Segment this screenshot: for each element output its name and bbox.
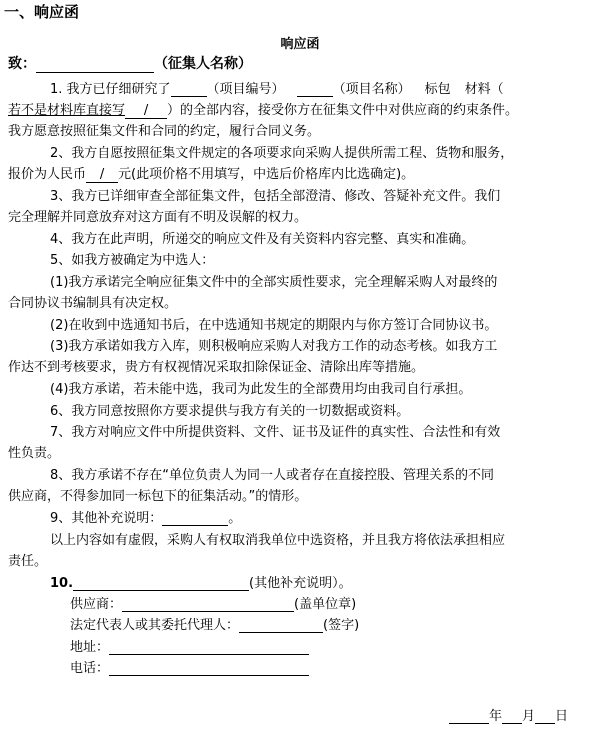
section-heading: 一、响应函 [4,3,80,21]
p1-text-f: 若不是材料库直接写 [8,103,126,118]
addressee-line [8,53,252,73]
paragraph-7-line-2: 性负责。 [8,446,61,461]
p1-text-h: ）的全部内容，接受你方在征集文件中对供应商的约束条件。 [167,103,519,118]
paragraph-3-line-1: 3、我方已详细审查全部征集文件，包括全部澄清、修改、答疑补充文件。我们 [50,189,501,204]
paragraph-5-3-line-2: 作达不到考核要求，贵方有权视情况采取扣除保证金、清除出库等措施。 [8,360,425,375]
project-name-blank[interactable] [297,82,333,97]
p1-text-a: 1. 我方已仔细研究了 [50,82,171,97]
p1-text-c: （项目名称） [332,82,411,97]
item-10-number: 10. [50,576,74,591]
supplier-label: 供应商： [70,597,123,612]
p1-slash[interactable]: / [125,103,167,119]
document-title: 响应函 [280,37,320,52]
phone-input[interactable] [109,661,309,676]
year-label: 年 [488,709,502,724]
address-field [70,636,309,655]
paragraph-5-3-line-1: (3)我方承诺如我方入库，则积极响应采购人对我方工作的动态考核。如我方工 [50,339,498,354]
paragraph-5-1-line-2: 合同协议书编制具有决定权。 [8,296,178,311]
supplier-input[interactable] [122,597,294,612]
addressee-label: （征集人名称） [154,56,252,72]
paragraph-4: 4、我方在此声明，所递交的响应文件及有关资料内容完整、真实和准确。 [50,232,475,247]
p1-text-e: 材料（ [464,82,504,97]
address-label: 地址： [70,640,110,655]
paragraph-1-line-3: 我方愿意按照征集文件和合同的约定，履行合同义务。 [8,124,321,139]
day-blank[interactable] [535,709,555,724]
p2-text-d: 元(此项价格不用填写，中选后价格库内比选确定)。 [118,167,415,182]
paragraph-7-line-1: 7、我方对响应文件中所提供资料、文件、证书及证件的真实性、合法性和有效 [50,425,501,440]
p9-label: 9、其他补充说明： [50,511,163,526]
paragraph-5-4: (4)我方承诺，若未能中选，我司为此发生的全部费用均由我司自行承担。 [50,382,472,397]
addressee-prefix: 致： [8,56,36,72]
p9-end: 。 [228,511,242,526]
p2-text-b: 报价为人民币 [8,167,87,182]
item-10-blank[interactable] [73,576,249,591]
supplier-note: (盖单位章) [294,597,357,612]
date-line [449,705,568,724]
supplement-blank[interactable] [162,511,228,526]
year-blank[interactable] [449,709,489,724]
project-number-blank[interactable] [171,82,207,97]
paragraph-6: 6、我方同意按照你方要求提供与我方有关的一切数据或资料。 [50,404,410,419]
paragraph-5-2: (2)在收到中选通知书后，在中选通知书规定的期限内与你方签订合同协议书。 [50,318,498,333]
paragraph-2-line-2 [8,163,414,183]
p1-text-b: （项目编号） [206,82,285,97]
item-10 [50,572,352,591]
paragraph-8-line-2: 供应商，不得参加同一标包下的征集活动。”的情形。 [8,489,308,504]
paragraph-5: 5、如我方被确定为中选人： [50,253,215,268]
representative-label: 法定代表人或其委托代理人： [70,618,240,633]
phone-label: 电话： [70,661,110,676]
paragraph-9 [50,507,241,526]
paragraph-8-line-1: 8、我方承诺不存在“单位负责人为同一人或者存在直接控股、管理关系的不同 [50,468,495,483]
paragraph-2-line-1: 2、我方自愿按照征集文件规定的各项要求向采购人提供所需工程、货物和服务， [50,146,514,161]
representative-field [70,614,359,633]
p1-text-d: 标包 [424,82,451,97]
paragraph-3-line-2: 完全理解并同意放弃对这方面有不明及误解的权力。 [8,210,308,225]
month-label: 月 [521,709,535,724]
price-blank[interactable]: / [86,167,118,183]
address-input[interactable] [109,640,309,655]
phone-field [70,657,309,676]
paragraph-1-line-1 [50,78,504,97]
paragraph-1-line-2 [8,99,518,119]
paragraph-5-1-line-1: (1)我方承诺完全响应征集文件中的全部实质性要求，完全理解采购人对最终的 [50,275,498,290]
representative-note: (签字) [323,618,360,633]
closing-line-1: 以上内容如有虚假，采购人有权取消我单位中选资格，并且我方将依法承担相应 [50,533,506,548]
supplier-field [70,593,356,612]
item-10-label: (其他补充说明）。 [249,576,352,591]
closing-line-2: 责任。 [8,554,48,569]
day-label: 日 [554,709,568,724]
month-blank[interactable] [502,709,522,724]
representative-input[interactable] [239,618,323,633]
addressee-blank[interactable] [36,58,154,73]
